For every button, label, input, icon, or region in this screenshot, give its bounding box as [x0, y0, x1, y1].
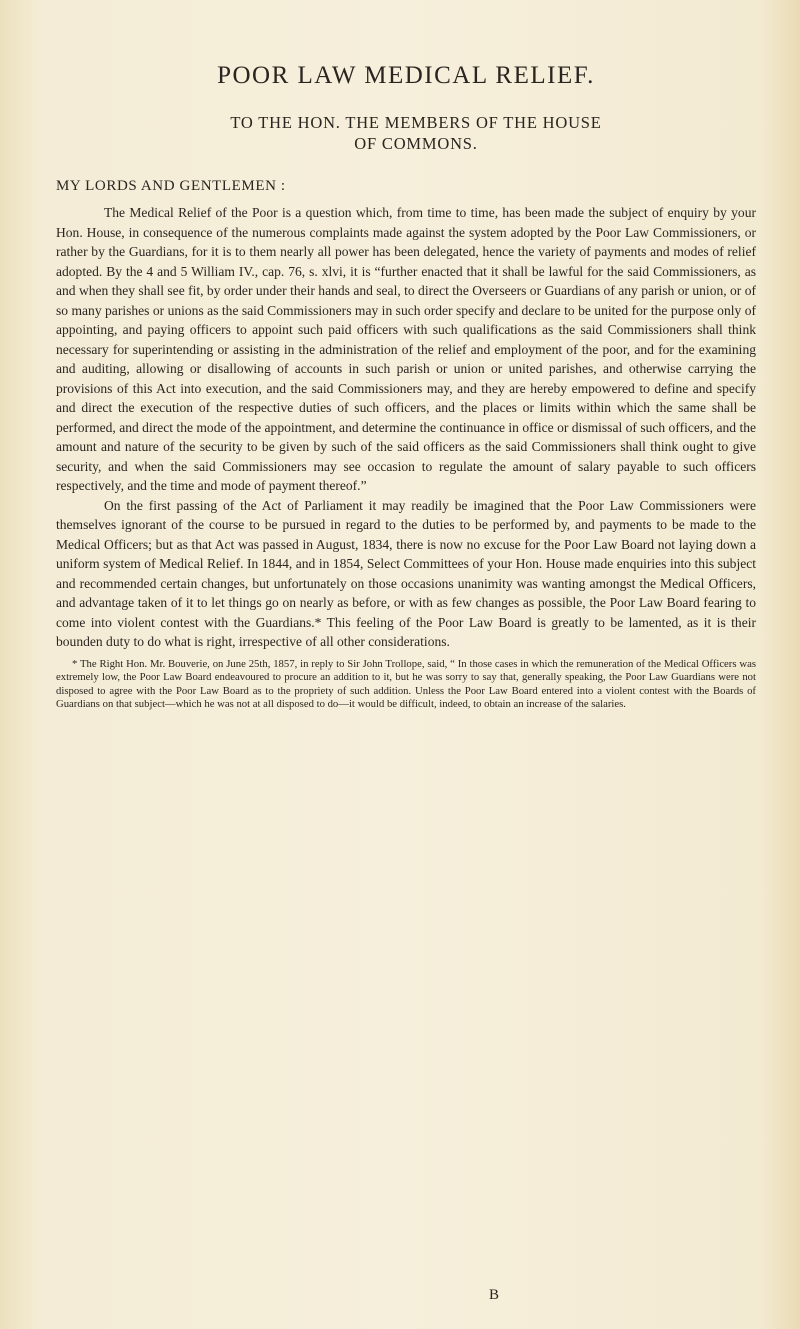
- address-heading: [76, 112, 756, 154]
- footnote: * The Right Hon. Mr. Bouverie, on June 25th, 1857, in reply to Sir John Trollope, said, “ In those cases in which the remuneration of the Medical Officers was extremely low, the Poor Law Board endeavoured to procure an addition to it, but he was sorry to say that, generally speaking, the Poor Law Guardians were not disposed to agree with the Poor Law Board as to the propriety of such addition. Unless the Poor Law Board entered into a violent contest with the Boards of Guardians on that subject—which he was not at all disposed to do—it would be difficult, indeed, to obtain an increase of the salaries.: [56, 657, 756, 711]
- salutation: MY LORDS AND GENTLEMEN :: [56, 178, 286, 194]
- signature-mark: B: [489, 1287, 500, 1303]
- document-title: POOR LAW MEDICAL RELIEF.: [217, 62, 595, 89]
- address-line-1: TO THE HON. THE MEMBERS OF THE HOUSE: [230, 113, 602, 132]
- address-line-2: OF COMMONS.: [354, 134, 478, 153]
- paragraph-1: The Medical Relief of the Poor is a question which, from time to time, has been made the subject of enquiry by your Hon. House, in consequence of the numerous complaints made against the system adopted by the Poor Law Commissioners, or rather by the Guardians, for it is to them nearly all power has been delegated, hence the variety of payments and modes of relief adopted. By the 4 and 5 William IV., cap. 76, s. xlvi, it is “further enacted that it shall be lawful for the said Commissioners, as and when they shall see fit, by order under their hands and seal, to direct the Overseers or Guardians of any parish or union, or of so many parishes or unions as the said Commissioners may in such order specify and declare to be united for the purpose only of appointing, and paying officers to appoint such paid officers with such qualifications as the said Commissioners shall think necessary for superintending or assisting in the administration of the relief and employment of the poor, and for the examining and auditing, allowing or disallowing of accounts in such parish or union or united parishes, and otherwise carrying the provisions of this Act into execution, and the said Commissioners may, and they are hereby empowered to define and specify and direct the execution of the respective duties of such officers, and the places or limits within which the same shall be performed, and direct the mode of the appointment, and determine the continuance in office or dismissal of such officers, and the amount and nature of the security to be given by such of the said officers as the said Commissioners shall think ought to give security, and when the said Commissioners may see occasion to regulate the amount of salary payable to such officers respectively, and the time and mode of payment thereof.”: [56, 205, 756, 493]
- paragraph-2: On the first passing of the Act of Parliament it may readily be imagined that the Poor Law Commissioners were themselves ignorant of the course to be pursued in regard to the duties to be performed by, and payments to be made to the Medical Officers; but as that Act was passed in August, 1834, there is now no excuse for the Poor Law Board not laying down a uniform system of Medical Relief. In 1844, and in 1854, Select Committees of your Hon. House made enquiries into this subject and recommended certain changes, but unfortunately on those occasions unanimity was wanting amongst the Medical Officers, and advantage taken of it to let things go on nearly as before, or with as few changes as possible, the Poor Law Board fearing to come into violent contest with the Guardians.* This feeling of the Poor Law Board is greatly to be lamented, as it is their bounden duty to do what is right, irrespective of all other considerations.: [56, 497, 756, 649]
- document-body: [56, 62, 756, 712]
